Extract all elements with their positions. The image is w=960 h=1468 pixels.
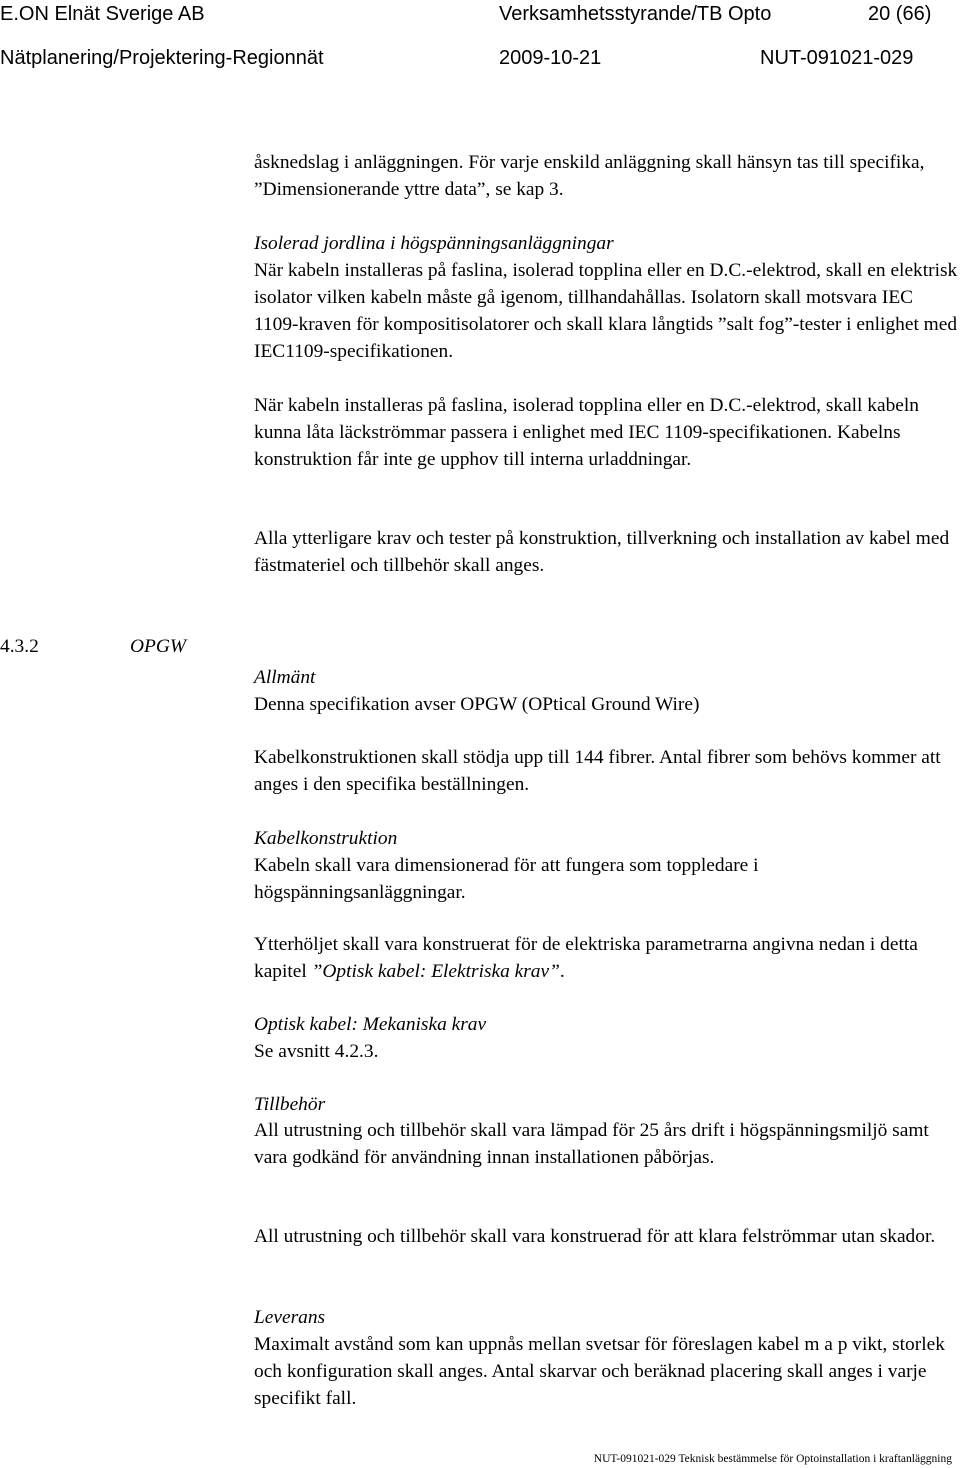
paragraph-fibrer: Kabelkonstruktionen skall stödja upp till 144 fibrer. Antal fibrer som behövs kommer att anges i den specifika beställningen. — [254, 747, 941, 795]
heading-leverans: Leverans — [254, 1307, 326, 1328]
paragraph-tillbehor-2: All utrustning och tillbehör skall vara konstruerad för att klara felströmmar utan skador. — [254, 1226, 936, 1247]
heading-kabelkonstruktion: Kabelkonstruktion — [254, 828, 398, 849]
paragraph-ytterligare-krav: Alla ytterligare krav och tester på konstruktion, tillverkning och installation av kabel med fästmateriel och tillbehör skall anges. — [254, 528, 950, 576]
header-company: E.ON Elnät Sverige AB — [0, 3, 205, 25]
heading-allmant: Allmänt — [254, 667, 316, 688]
paragraph-kabelkonstruktion: Kabeln skall vara dimensionerad för att fungera som toppledare i högspänningsanläggningar. — [254, 855, 759, 903]
paragraph-lackstrommar: När kabeln installeras på faslina, isolerad topplina eller en D.C.-elektrod, skall kabeln kunna låta läckströmmar passera i enlighet med IEC 1109-specifikationen. Kabelns konstruktion får inte ge upphov till interna urladdningar. — [254, 395, 919, 470]
ytterholjet-reference: ”Optisk kabel: Elektriska krav” — [311, 961, 560, 982]
ytterholjet-text: Ytterhöljet skall vara konstruerat för de elektriska parametrarna angivna nedan i detta kapitel — [254, 934, 918, 982]
header-department: Verksamhetsstyrande/TB Opto — [499, 3, 772, 25]
paragraph-asknedslag: åsknedslag i anläggningen. För varje enskild anläggning skall hänsyn tas till specifika, ”Dimensionerande yttre data”, se kap 3. — [254, 152, 925, 200]
heading-tillbehor: Tillbehör — [254, 1094, 326, 1115]
footer-text: NUT-091021-029 Teknisk bestämmelse för Optoinstallation i kraftanläggning — [593, 1453, 952, 1465]
header-date: 2009-10-21 — [499, 47, 602, 69]
paragraph-ytterholjet — [254, 931, 960, 985]
paragraph-isolator: När kabeln installeras på faslina, isolerad topplina eller en D.C.-elektrod, skall en elektrisk isolator vilken kabeln måste gå igenom, tillhandahållas. Isolatorn skall motsvara IEC 1109-kraven för kompositisolatorer och skall klara långtids ”salt fog”-tester i enlighet med IEC1109-specifikationen. — [254, 260, 958, 362]
heading-mekaniska-krav: Optisk kabel: Mekaniska krav — [254, 1014, 487, 1035]
header-section: Nätplanering/Projektering-Regionnät — [0, 47, 324, 69]
section-number: 4.3.2 — [0, 636, 39, 657]
header-page-number: 20 (66) — [868, 3, 932, 25]
paragraph-mekaniska-krav: Se avsnitt 4.2.3. — [254, 1041, 379, 1062]
heading-isolerad-jordlina: Isolerad jordlina i högspänningsanläggningar — [254, 233, 614, 254]
paragraph-tillbehor-1: All utrustning och tillbehör skall vara lämpad för 25 års drift i högspänningsmiljö samt vara godkänd för användning innan installationen påbörjas. — [254, 1120, 929, 1168]
ytterholjet-end: . — [559, 961, 565, 982]
paragraph-allmant: Denna specifikation avser OPGW (OPtical Ground Wire) — [254, 694, 700, 715]
section-title: OPGW — [130, 636, 187, 657]
header-doc-id: NUT-091021-029 — [760, 47, 914, 69]
paragraph-leverans: Maximalt avstånd som kan uppnås mellan svetsar för föreslagen kabel m a p vikt, storlek och konfiguration skall anges. Antal skarvar och beräknad placering skall anges i varje specifikt fall. — [254, 1334, 945, 1409]
